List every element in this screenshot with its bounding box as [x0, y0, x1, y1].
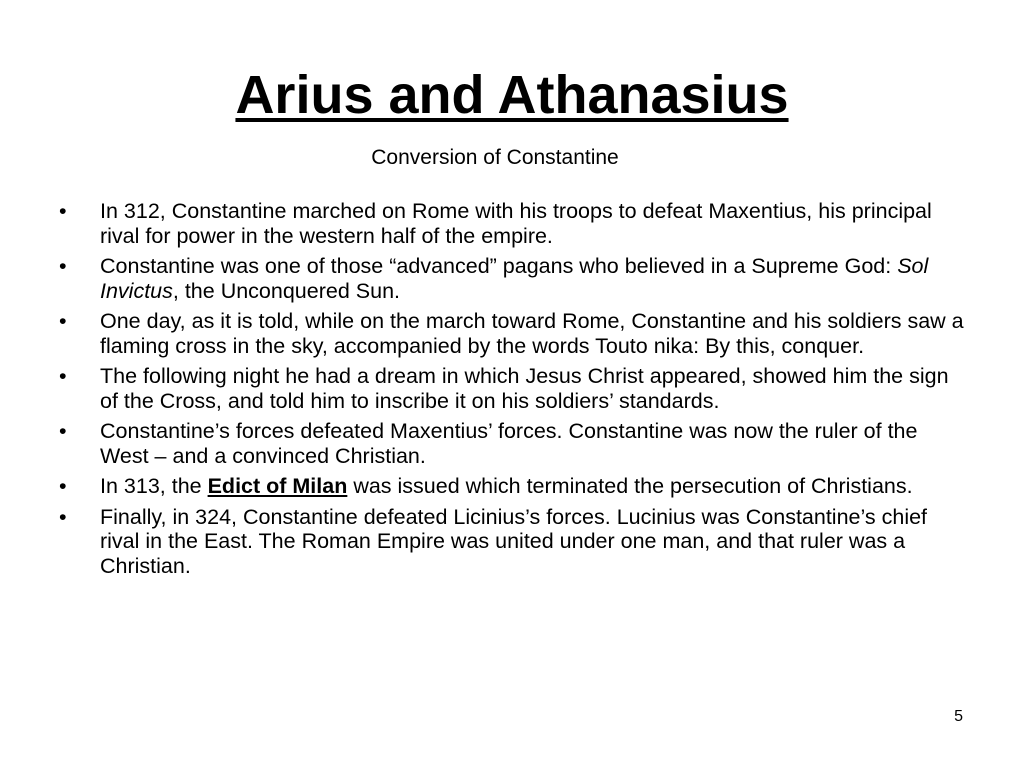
- bullet-marker: •: [59, 419, 67, 443]
- bullet-text-before: Constantine was one of those “advanced” pagans who believed in a Supreme God:: [100, 254, 898, 278]
- bullet-list: [56, 199, 966, 584]
- bullet-text-after: was issued which terminated the persecution of Christians.: [347, 474, 913, 498]
- bullet-marker: •: [59, 199, 67, 223]
- bullet-marker: •: [59, 254, 67, 278]
- bullet-text: In 312, Constantine marched on Rome with his troops to defeat Maxentius, his principal rival for power in the western half of the empire.: [100, 199, 932, 248]
- bullet-text: The following night he had a dream in which Jesus Christ appeared, showed him the sign of the Cross, and told him to inscribe it on his soldiers’ standards.: [100, 364, 949, 413]
- sol-invictus-emphasis: Sol Invictus: [100, 254, 929, 303]
- bullet-item: [56, 309, 966, 358]
- bullet-item: [56, 474, 966, 499]
- page-number: 5: [954, 708, 963, 725]
- bullet-item: [56, 505, 966, 579]
- bullet-text-after: , the Unconquered Sun.: [172, 278, 400, 303]
- slide-title: Arius and Athanasius: [235, 65, 789, 125]
- bullet-text-before: In 313, the: [100, 474, 208, 498]
- edict-of-milan-emphasis: Edict of Milan: [207, 474, 348, 498]
- bullet-item: [56, 254, 966, 303]
- bullet-item: [56, 199, 966, 248]
- bullet-text: Finally, in 324, Constantine defeated Licinius’s forces. Lucinius was Constantine’s chief rival in the East. The Roman Empire was united under one man, and that ruler was a Christian.: [100, 504, 928, 578]
- bullet-item: [56, 419, 966, 468]
- slide-subtitle: Conversion of Constantine: [371, 146, 619, 169]
- bullet-marker: •: [59, 364, 67, 388]
- bullet-text: One day, as it is told, while on the march toward Rome, Constantine and his soldiers saw a flaming cross in the sky, accompanied by the words Touto nika: By this, conquer.: [100, 309, 964, 358]
- bullet-marker: •: [59, 504, 67, 529]
- bullet-marker: •: [59, 309, 67, 333]
- bullet-item: [56, 364, 966, 413]
- bullet-text: Constantine’s forces defeated Maxentius’ forces. Constantine was now the ruler of the West – and a convinced Christian.: [100, 419, 918, 468]
- bullet-marker: •: [59, 474, 67, 498]
